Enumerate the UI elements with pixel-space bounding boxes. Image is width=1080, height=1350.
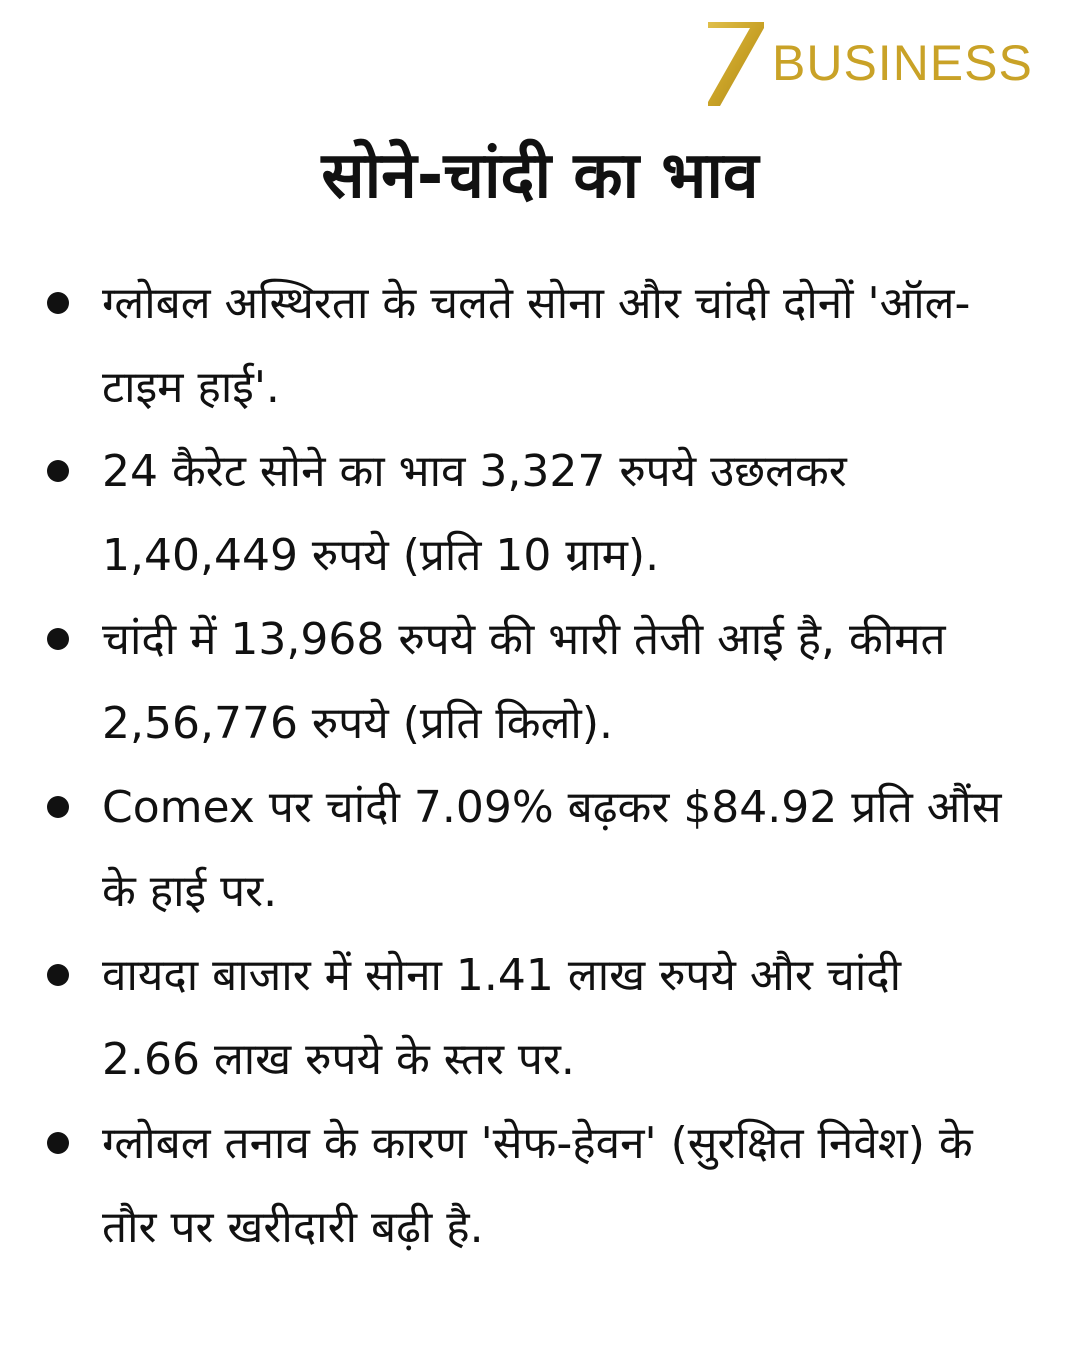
bullet-point — [47, 628, 69, 650]
bullet-list — [0, 262, 1080, 1270]
bullet-text: Comex पर चांदी 7.09% बढ़कर $84.92 प्रति औंस के हाई पर. — [102, 782, 1002, 917]
bullet-point — [47, 964, 69, 986]
bullet-text: वायदा बाजार में सोना 1.41 लाख रुपये और चांदी 2.66 लाख रुपये के स्तर पर. — [102, 950, 901, 1085]
bullet-point — [47, 292, 69, 314]
list-item — [0, 598, 1080, 766]
bullet-point — [47, 1132, 69, 1154]
list-item — [0, 1102, 1080, 1270]
list-item — [0, 766, 1080, 934]
zee-business-logo — [706, 18, 1036, 114]
page-title: सोने-चांदी का भाव — [321, 139, 759, 213]
bullet-point — [47, 796, 69, 818]
list-item — [0, 430, 1080, 598]
bullet-text: ग्लोबल तनाव के कारण 'सेफ-हेवन' (सुरक्षित निवेश) के तौर पर खरीदारी बढ़ी है. — [102, 1118, 973, 1253]
z-logo-icon — [706, 18, 768, 110]
bullet-text: चांदी में 13,968 रुपये की भारी तेजी आई है, कीमत 2,56,776 रुपये (प्रति किलो). — [102, 614, 946, 749]
list-item — [0, 262, 1080, 430]
bullet-point — [47, 460, 69, 482]
list-item — [0, 934, 1080, 1102]
logo-wordmark: BUSINESS — [772, 35, 1033, 91]
bullet-text: ग्लोबल अस्थिरता के चलते सोना और चांदी दोनों 'ऑल-टाइम हाई'. — [102, 278, 971, 413]
bullet-text: 24 कैरेट सोने का भाव 3,327 रुपये उछलकर 1,40,449 रुपये (प्रति 10 ग्राम). — [102, 446, 847, 581]
